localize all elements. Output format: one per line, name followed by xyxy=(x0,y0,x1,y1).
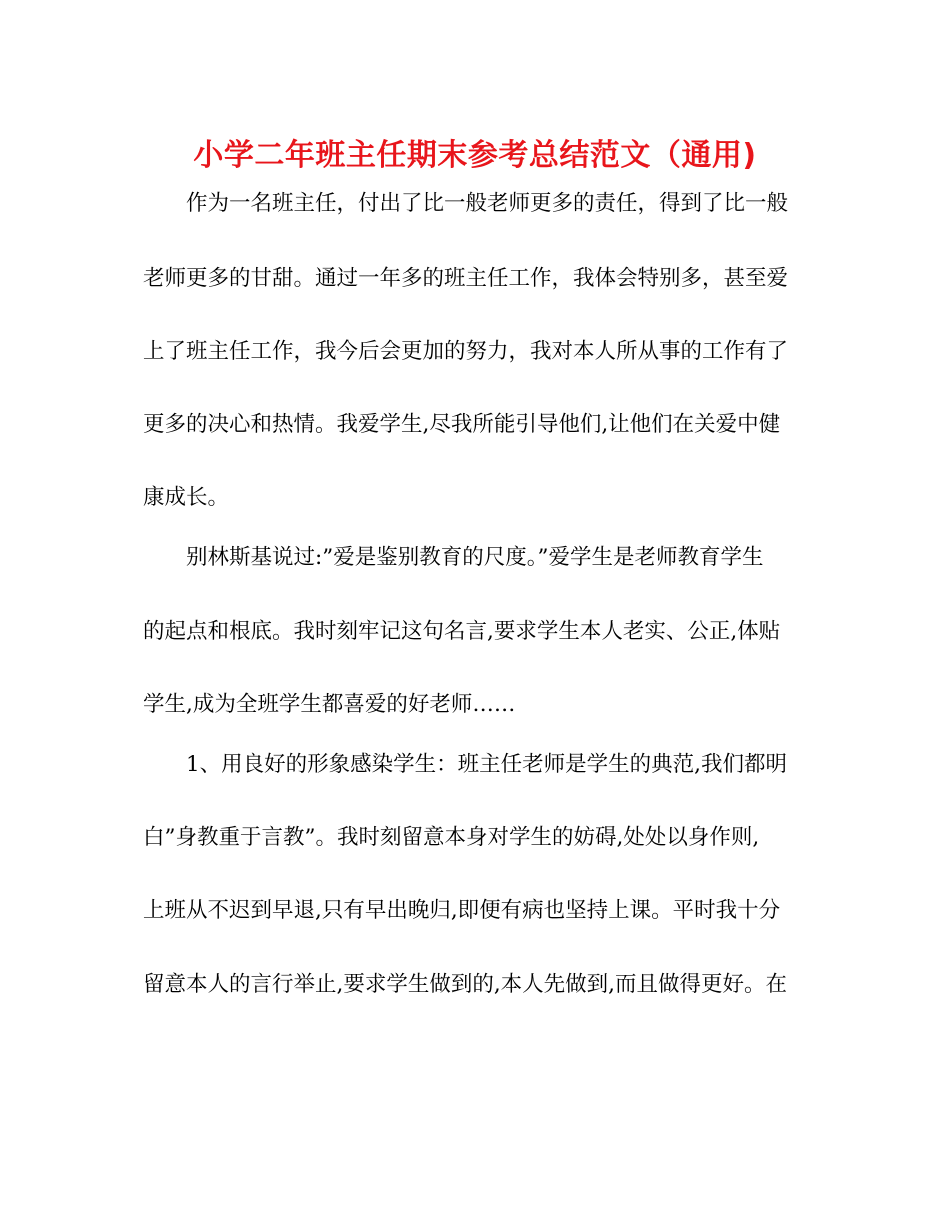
paragraph-line: 上了班主任工作，我今后会更加的努力，我对本人所从事的工作有了 xyxy=(143,339,789,364)
paragraph-line: 老师更多的甘甜。通过一年多的班主任工作，我体会特别多，甚至爱 xyxy=(143,266,789,291)
paragraph-line: 学生,成为全班学生都喜爱的好老师…… xyxy=(143,692,516,717)
paragraph-line: 别林斯基说过:”爱是鉴别教育的尺度。”爱学生是老师教育学生 xyxy=(186,545,764,570)
paragraph-line: 康成长。 xyxy=(143,485,230,510)
paragraph-line: 上班从不迟到早退,只有早出晚归,即便有病也坚持上课。平时我十分 xyxy=(143,898,781,923)
document-title: 小学二年班主任期末参考总结范文（通用) xyxy=(193,138,757,173)
paragraph-line: 白”身教重于言教”。我时刻留意本身对学生的妨碍,处处以身作则, xyxy=(143,825,760,850)
paragraph-line: 作为一名班主任，付出了比一般老师更多的责任，得到了比一般 xyxy=(186,191,789,216)
paragraph-line: 1、用良好的形象感染学生：班主任老师是学生的典范,我们都明 xyxy=(186,752,788,777)
paragraph-line: 的起点和根底。我时刻牢记这句名言,要求学生本人老实、公正,体贴 xyxy=(143,619,781,644)
paragraph-line: 更多的决心和热情。我爱学生,尽我所能引导他们,让他们在关爱中健 xyxy=(143,412,781,437)
paragraph-line: 留意本人的言行举止,要求学生做到的,本人先做到,而且做得更好。在 xyxy=(143,972,788,997)
